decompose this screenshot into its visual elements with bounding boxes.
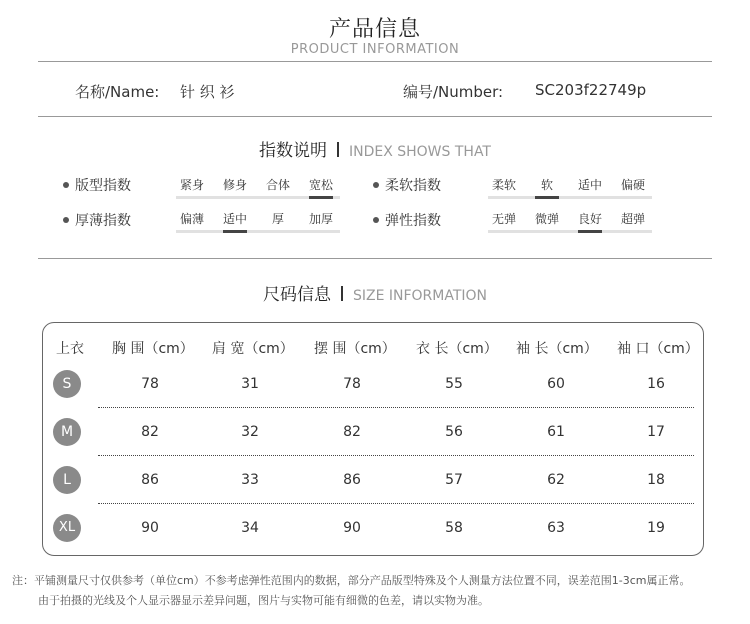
size-table-header: 上衣	[56, 341, 84, 357]
index-option: 厚	[271, 212, 284, 226]
size-table-header: 肩 宽（cm）	[212, 341, 294, 357]
size-table-cell: 33	[241, 472, 259, 488]
size-table-cell: 62	[547, 472, 565, 488]
index-selected-marker	[223, 230, 247, 233]
size-table-cell: 86	[141, 472, 159, 488]
size-table-cell: 16	[647, 376, 665, 392]
bullet-dot	[373, 217, 379, 223]
size-table-cell: 17	[647, 424, 665, 440]
heading-separator	[341, 286, 343, 301]
index-group-label	[63, 175, 131, 195]
index-option: 超弹	[620, 212, 645, 226]
index-option: 柔软	[491, 178, 516, 192]
note-line-1: 注：平铺测量尺寸仅供参考（单位cm）不参考虑弹性范围内的数据，部分产品版型特殊及个人测量方法位置不同，误差范围1-3cm属正常。	[12, 574, 691, 587]
size-table-cell: 82	[343, 424, 361, 440]
index-option: 宽松	[308, 178, 333, 192]
divider	[38, 116, 712, 117]
size-table-cell: 60	[547, 376, 565, 392]
index-group-label	[373, 210, 441, 230]
size-table-header: 胸 围（cm）	[112, 341, 194, 357]
size-table-cell: 61	[547, 424, 565, 440]
index-scale-track	[176, 230, 340, 233]
size-table-cell: 32	[241, 424, 259, 440]
row-separator	[98, 503, 694, 504]
index-group-label	[63, 210, 131, 230]
size-table-cell: 34	[241, 520, 259, 536]
size-table-header: 衣 长（cm）	[416, 341, 498, 357]
size-table-cell: 56	[445, 424, 463, 440]
size-table-header: 摆 围（cm）	[314, 341, 396, 357]
size-table-cell: 31	[241, 376, 259, 392]
index-group-label	[373, 175, 441, 195]
index-option: 软	[540, 178, 553, 192]
size-table-cell: 57	[445, 472, 463, 488]
size-table-header: 袖 长（cm）	[516, 341, 598, 357]
row-separator	[98, 455, 694, 456]
index-option: 适中	[577, 178, 602, 192]
size-badge: S	[53, 370, 81, 398]
index-option: 良好	[577, 212, 602, 226]
index-option: 微弹	[534, 212, 559, 226]
index-scale-track	[488, 230, 652, 233]
size-section-title-en: SIZE INFORMATION	[352, 288, 488, 304]
index-option: 适中	[222, 212, 247, 226]
index-group-label-text: 厚薄指数	[75, 213, 131, 229]
size-section-heading	[0, 280, 750, 305]
index-option: 合体	[265, 178, 290, 192]
row-separator	[98, 407, 694, 408]
size-table-cell: 63	[547, 520, 565, 536]
size-table-cell: 82	[141, 424, 159, 440]
name-label: 名称/Name:	[75, 83, 160, 101]
size-table-cell: 78	[343, 376, 361, 392]
page-title: 产品信息	[328, 17, 421, 42]
size-badge: M	[53, 418, 81, 446]
index-option: 紧身	[179, 178, 204, 192]
bullet-dot	[373, 182, 379, 188]
index-section-title: 指数说明	[258, 141, 327, 161]
index-selected-marker	[535, 196, 559, 199]
bullet-dot	[63, 182, 69, 188]
heading-separator	[337, 142, 339, 157]
index-section-heading	[0, 136, 750, 161]
size-badge: L	[53, 466, 81, 494]
index-option: 修身	[222, 178, 247, 192]
index-option: 偏薄	[179, 212, 204, 226]
divider	[38, 61, 712, 62]
index-group-label-text: 弹性指数	[385, 213, 441, 229]
index-group-label-text: 版型指数	[75, 178, 131, 194]
size-table-cell: 19	[647, 520, 665, 536]
size-table-cell: 90	[343, 520, 361, 536]
index-selected-marker	[309, 196, 333, 199]
name-value: 针 织 衫	[180, 83, 235, 101]
index-option: 加厚	[308, 212, 333, 226]
size-table-cell: 55	[445, 376, 463, 392]
size-section-title: 尺码信息	[262, 285, 331, 305]
size-table-cell: 86	[343, 472, 361, 488]
number-label: 编号/Number:	[403, 83, 504, 101]
index-option: 无弹	[491, 212, 516, 226]
size-table-header: 袖 口（cm）	[617, 341, 699, 357]
divider	[38, 258, 712, 259]
index-option: 偏硬	[620, 178, 645, 192]
size-table-cell: 58	[445, 520, 463, 536]
size-table-cell: 90	[141, 520, 159, 536]
index-selected-marker	[578, 230, 602, 233]
size-table-cell: 78	[141, 376, 159, 392]
index-section-title-en: INDEX SHOWS THAT	[348, 144, 491, 160]
index-group-label-text: 柔软指数	[385, 178, 441, 194]
bullet-dot	[63, 217, 69, 223]
note-line-2: 由于拍摄的光线及个人显示器显示差异问题，图片与实物可能有细微的色差，请以实物为准。	[38, 594, 489, 607]
size-table-cell: 18	[647, 472, 665, 488]
size-badge: XL	[53, 514, 81, 542]
index-scale-track	[488, 196, 652, 199]
number-value: SC203f22749p	[535, 81, 647, 99]
page-subtitle: PRODUCT INFORMATION	[290, 42, 460, 57]
